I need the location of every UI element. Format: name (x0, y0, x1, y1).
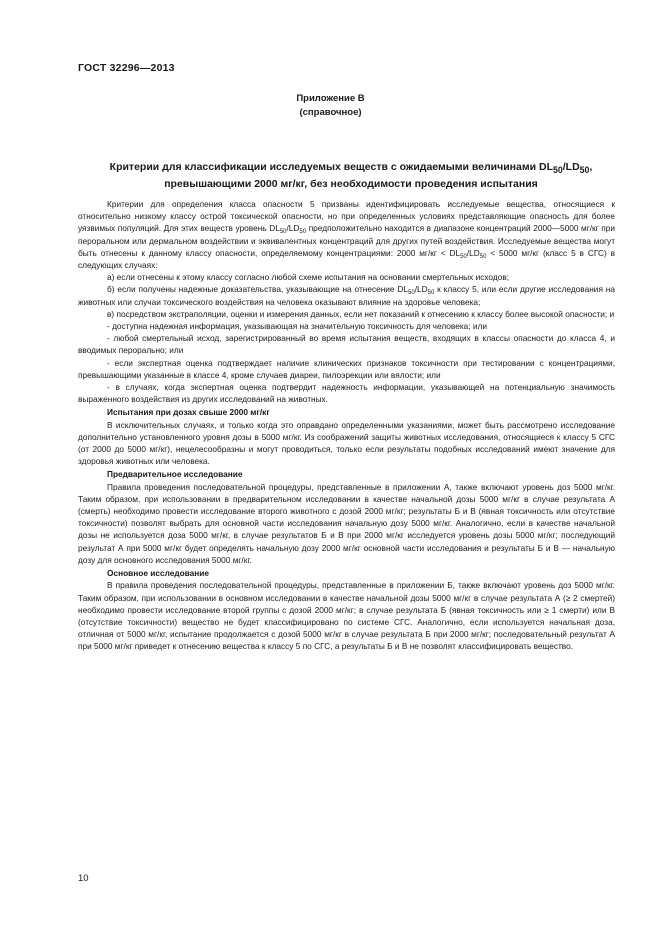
subheading-main-study: Основное исследование (107, 568, 210, 579)
dash-item: - доступна надежная информация, указывающая на значительную токсичность для человека; или (107, 321, 487, 332)
subheading-high-doses: Испытания при дозах свыше 2000 мг/кг (107, 407, 270, 418)
page-number: 10 (78, 873, 89, 884)
appendix-label: Приложение В (296, 93, 365, 104)
paragraph: В исключительных случаях, и только когда это оправдано определенными указаниями, может быть рассмотрено исследование дополнительно установленного уровня дозы в 5000 мг/кг. Из соображений защиты животных исследования, относящиеся к классу 5 СГС (от 2000 до 5000 мг/кг), нецелесообразны и могут проводиться, только если результаты подобных исследований имеют значение для здоровья животных или человека. (78, 419, 615, 467)
dash-item: - если экспертная оценка подтверждает наличие клинических признаков токсичности при тестировании с концентрациями, превышающими указанные в классе 4, кроме случаев диареи, пилоэрекции или вялости; или (78, 357, 615, 380)
list-item: в) посредством экстраполяции, оценки и измерения данных, если нет показаний к отнесению к классу более высокой опасности; и (107, 308, 615, 319)
paragraph: Правила проведения последовательной процедуры, представленные в приложении А, также включают уровень доз 5000 мг/кг. Таким образом, при использовании в предварительном исследовании в качестве начальной дозы 5000 мг/кг в случае результата А (смерть) необходимо провести исследование второго животного с дозой 2000 мг/кг; результаты Б и В (явная токсичность или отсутствие токсичности) позволят выбрать для основной части исследования начальную дозу 5000 мг/кг. Аналогично, если в качестве начальной дозы не используется доза 5000 мг/кг, в случае результатов Б и В при 2000 мг/кг исследуется уровень дозы 5000 мг/кг; последующий результат А при 5000 мг/кг будет определять начальную дозу 2000 мг/кг основной части исследования и результаты Б и В — начальную дозу для основного исследования 5000 мг/кг. (78, 481, 615, 565)
intro-paragraph: Критерии для определения класса опасности 5 призваны идентифицировать исследуемые вещества, относящиеся к относительно низкому классу острой токсической опасности, но при определенных условиях представляющие опасность для более уязвимых популяций. Для этих веществ уровень $DL_{50}/LD_{50}$ предположительно находится в диапазоне концентраций 2000—5000 мг/кг при пероральном или дермальном воздействии и эквивалентных концентраций для других путей воздействия. Исследуемые вещества могут быть отнесены к данному классу опасности, определяемому концентрациями: 2000 $мг/кг < DL_{50}/LD_{50} < 5000$ мг/кг (класс 5 в СГС) в следующих случаях: (78, 199, 616, 271)
dash-item: - в случаях, когда экспертная оценка подтвердит надежность информации, указывающей на потенциальную значимость выраженного воздействия из других исследований на животных. (78, 382, 615, 405)
list-item: а) если отнесены к этому классу согласно любой схеме испытания на основании смертельных исходов; (107, 272, 510, 283)
list-item: б) если получены надежные доказательства, указывающие на отнесение $DL_{50}/LD_{50}$ к классу 5, или если другие исследования на животных или случаи токсического воздействия на человека оказывают влияние на здоровье человека; (78, 284, 615, 307)
section-title: Критерии для классификации исследуемых веществ с ожидаемыми величинами $DL_{50}/LD_{50}$, превышающими 2000 мг/кг, без необходимости проведения испытания (109, 161, 593, 191)
standard-number: ГОСТ 32296—2013 (78, 62, 175, 74)
subheading-preliminary: Предварительное исследование (107, 469, 243, 480)
document-body (78, 198, 615, 653)
appendix-type: (справочное) (299, 107, 362, 118)
appendix-heading (0, 92, 661, 120)
dash-item: - любой смертельный исход, зарегистрированный во время испытания веществ, входящих в классы опасности до класса 4, и вводимых перорально; или (78, 333, 615, 356)
paragraph: В правила проведения последовательной процедуры, представленные в приложении Б, также включают уровень доз 5000 мг/кг. Таким образом, при использовании в основном исследовании в качестве начальной дозы 5000 мг/кг в случае результата А (≥ 2 смертей) необходимо провести исследование второй группы с дозой 2000 мг/кг; в случае результата Б (явная токсичность или ≥ 1 смерти) или В (отсутствие токсичности) вещество не будет классифицировано по системе СГС. Аналогично, если используется начальная доза, отличная от 5000 мг/кг, испытание продолжается с дозой 5000 мг/кг в случае результата Б при 2000 мг/кг; последовательный результат А при 5000 мг/кг приведет к отнесению вещества к классу 5 по СГС, а результаты Б и В не позволят классифицировать вещество. (78, 580, 615, 652)
